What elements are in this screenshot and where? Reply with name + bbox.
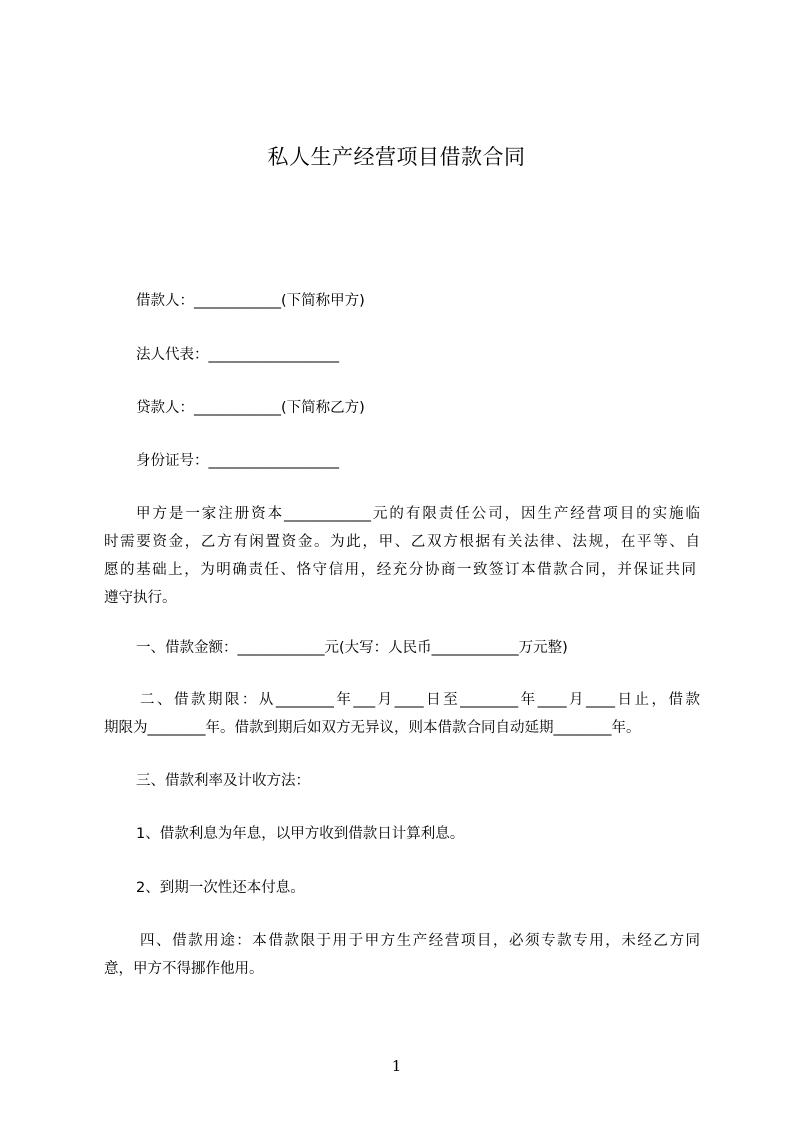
borrower-field: 借款人：____________(下简称甲方) xyxy=(136,293,365,309)
clause-3-item: 1、借款利息为年息，以甲方收到借款日计算利息。 xyxy=(136,826,465,842)
preamble-line: 甲方是一家注册资本____________元的有限责任公司，因生产经营项目的实施临 xyxy=(136,506,700,522)
clause-4-line: 四、借款用途：本借款限于用于甲方生产经营项目，必须专款专用，未经乙方同 xyxy=(140,933,700,949)
lender-field: 贷款人：____________(下简称乙方) xyxy=(136,400,365,416)
clause-2-line: 二、借款期限：从________年___月____日至________年____月____日止，借款 xyxy=(140,692,700,708)
clause-4-line: 意，甲方不得挪作他用。 xyxy=(104,961,264,977)
preamble-line: 愿的基础上，为明确责任、恪守信用，经充分协商一致签订本借款合同，并保证共同 xyxy=(104,562,696,578)
clause-3-item: 2、到期一次性还本付息。 xyxy=(136,880,305,896)
legal-representative-field: 法人代表：__________________ xyxy=(136,347,339,363)
clause-2-line: 期限为________年。借款到期后如双方无异议，则本借款合同自动延期________年。 xyxy=(104,720,641,736)
clause-1-loan-amount: 一、借款金额：____________元(大写：人民币____________万元整) xyxy=(136,640,568,656)
preamble-line: 遵守执行。 xyxy=(104,590,177,606)
id-number-field: 身份证号：__________________ xyxy=(136,453,339,469)
clause-3-heading: 三、借款利率及计收方法： xyxy=(136,773,310,789)
document-title: 私人生产经营项目借款合同 xyxy=(267,145,526,169)
page-number: 1 xyxy=(391,1057,402,1075)
preamble-line: 时需要资金，乙方有闲置资金。为此，甲、乙双方根据有关法律、法规，在平等、自 xyxy=(104,534,700,550)
